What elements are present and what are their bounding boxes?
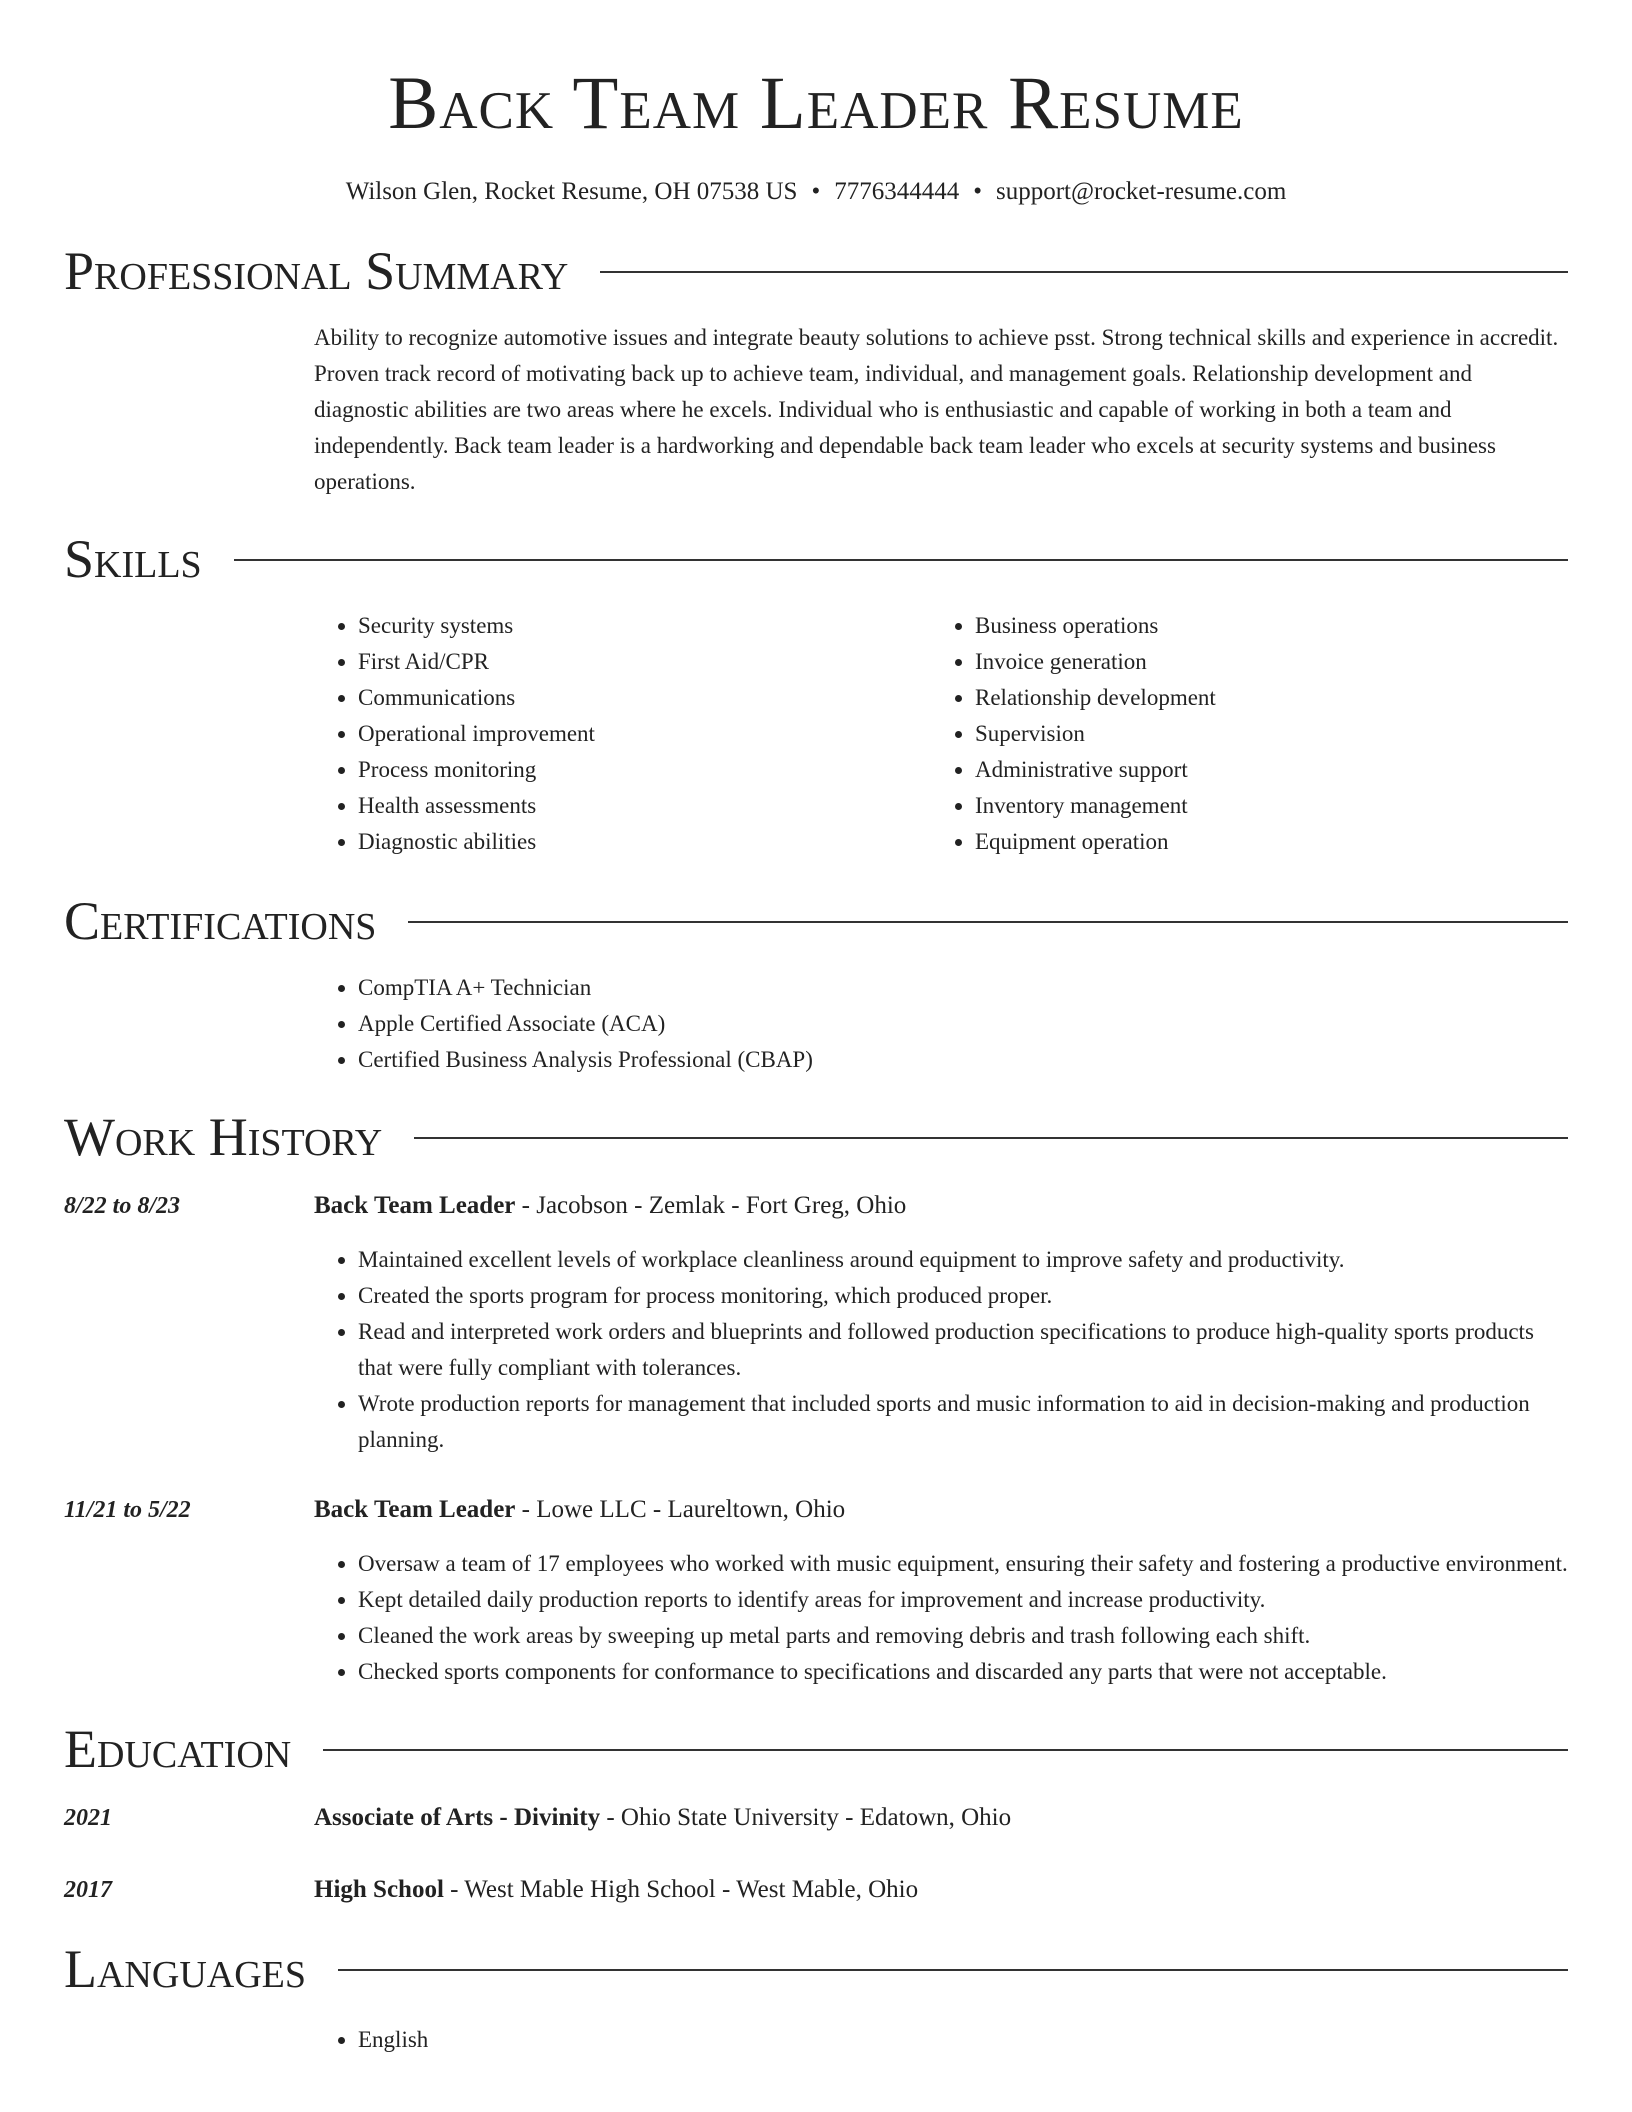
skill-item: • Relationship development (975, 680, 1548, 716)
job-bullet: • Kept detailed daily production reports to identify areas for improvement and increase productivity. (358, 1582, 1568, 1618)
education-entry (64, 1800, 1568, 1836)
certification-item: • CompTIA A+ Technician (358, 970, 1568, 1006)
certification-item: • Certified Business Analysis Professional (CBAP) (358, 1042, 1568, 1078)
job-bullets (314, 1546, 1568, 1690)
job-entry (64, 1492, 1568, 1690)
section-title-education: Education (64, 1719, 292, 1779)
education-headline (314, 1800, 1011, 1836)
job-dates: 8/22 to 8/23 (64, 1193, 181, 1219)
job-bullets (314, 1242, 1568, 1458)
section-divider (323, 1749, 1568, 1751)
languages-section-header (64, 1934, 1568, 2004)
section-divider (414, 1137, 1568, 1139)
section-title-work-history: Work History (64, 1107, 383, 1167)
skills-section-header (64, 524, 1568, 594)
job-bullet: • Checked sports components for conformance to specifications and discarded any parts that were not acceptable. (358, 1654, 1568, 1690)
skill-item: • Security systems (358, 608, 931, 644)
job-bullet: • Cleaned the work areas by sweeping up metal parts and removing debris and trash following each shift. (358, 1618, 1568, 1654)
section-divider (408, 921, 1568, 923)
skill-item: • Health assessments (358, 788, 931, 824)
skill-item: • Operational improvement (358, 716, 931, 752)
section-title-skills: Skills (64, 529, 202, 589)
education-school: - West Mable High School - West Mable, Ohio (443, 1876, 919, 1903)
job-employer: - Lowe LLC - Laureltown, Ohio (515, 1496, 846, 1523)
summary-text: Ability to recognize automotive issues and integrate beauty solutions to achieve psst. Strong technical skills and experience in accredit. Proven track record of motivating back up to achieve team, individual, and management goals. Relationship development and diagnostic abilities are two areas where he excels. Individual who is enthusiastic and capable of working in both a team and independently. Back team leader is a hardworking and dependable back team leader who excels at security systems and business operations. (314, 325, 1559, 494)
certifications-section-header (64, 886, 1568, 956)
skill-item: • Invoice generation (975, 644, 1548, 680)
education-degree: High School (314, 1876, 444, 1903)
skill-item: • Diagnostic abilities (358, 824, 931, 860)
education-degree: Associate of Arts - Divinity (314, 1804, 601, 1831)
address: Wilson Glen, Rocket Resume, OH 07538 US (345, 178, 798, 205)
job-header (64, 1492, 1568, 1528)
skills-column-right (931, 608, 1548, 860)
skill-item: • First Aid/CPR (358, 644, 931, 680)
skill-item: • Inventory management (975, 788, 1548, 824)
job-bullet: • Oversaw a team of 17 employees who worked with music equipment, ensuring their safety and fostering a productive environment. (358, 1546, 1568, 1582)
skill-item: • Supervision (975, 716, 1548, 752)
job-bullet: • Read and interpreted work orders and blueprints and followed production specifications to produce high-quality sports products that were fully compliant with tolerances. (358, 1314, 1568, 1386)
education-year: 2021 (64, 1805, 112, 1831)
job-employer: - Jacobson - Zemlak - Fort Greg, Ohio (515, 1192, 907, 1219)
skill-item: • Communications (358, 680, 931, 716)
skill-item: • Process monitoring (358, 752, 931, 788)
section-title-summary: Professional Summary (64, 241, 569, 301)
job-title: Back Team Leader (314, 1496, 516, 1523)
job-entry (64, 1188, 1568, 1458)
summary-section-header (64, 236, 1568, 306)
job-title: Back Team Leader (314, 1192, 516, 1219)
work-section-header (64, 1102, 1568, 1172)
skill-item: • Equipment operation (975, 824, 1548, 860)
section-divider (338, 1969, 1568, 1971)
email: support@rocket-resume.com (995, 178, 1287, 205)
skills-grid (314, 608, 1568, 860)
section-divider (234, 559, 1568, 561)
language-item: • English (358, 2022, 1568, 2058)
job-headline (314, 1492, 845, 1528)
job-bullet: • Maintained excellent levels of workplace cleanliness around equipment to improve safety and productivity. (358, 1242, 1568, 1278)
section-title-certifications: Certifications (64, 891, 377, 951)
job-dates: 11/21 to 5/22 (64, 1497, 191, 1523)
page-title: Back Team Leader Resume (388, 62, 1244, 145)
skill-item: • Business operations (975, 608, 1548, 644)
job-bullet: • Created the sports program for process monitoring, which produced proper. (358, 1278, 1568, 1314)
education-year: 2017 (64, 1877, 112, 1903)
certifications-body (314, 970, 1568, 1078)
job-header (64, 1188, 1568, 1224)
education-school: - Ohio State University - Edatown, Ohio (600, 1804, 1012, 1831)
separator-dot: • (973, 178, 982, 205)
section-divider (600, 271, 1568, 273)
education-entry (64, 1872, 1568, 1908)
education-headline (314, 1872, 918, 1908)
phone: 7776344444 (834, 178, 960, 205)
separator-dot: • (811, 178, 821, 205)
job-bullet: • Wrote production reports for management that included sports and music information to aid in decision-making and production planning. (358, 1386, 1568, 1458)
job-headline (314, 1188, 906, 1224)
languages-body (314, 2022, 1568, 2058)
section-title-languages: Languages (64, 1939, 306, 1999)
skill-item: • Administrative support (975, 752, 1548, 788)
contact-line (64, 174, 1568, 210)
summary-body (314, 320, 1568, 500)
skills-column-left (314, 608, 931, 860)
certification-item: • Apple Certified Associate (ACA) (358, 1006, 1568, 1042)
education-section-header (64, 1714, 1568, 1784)
